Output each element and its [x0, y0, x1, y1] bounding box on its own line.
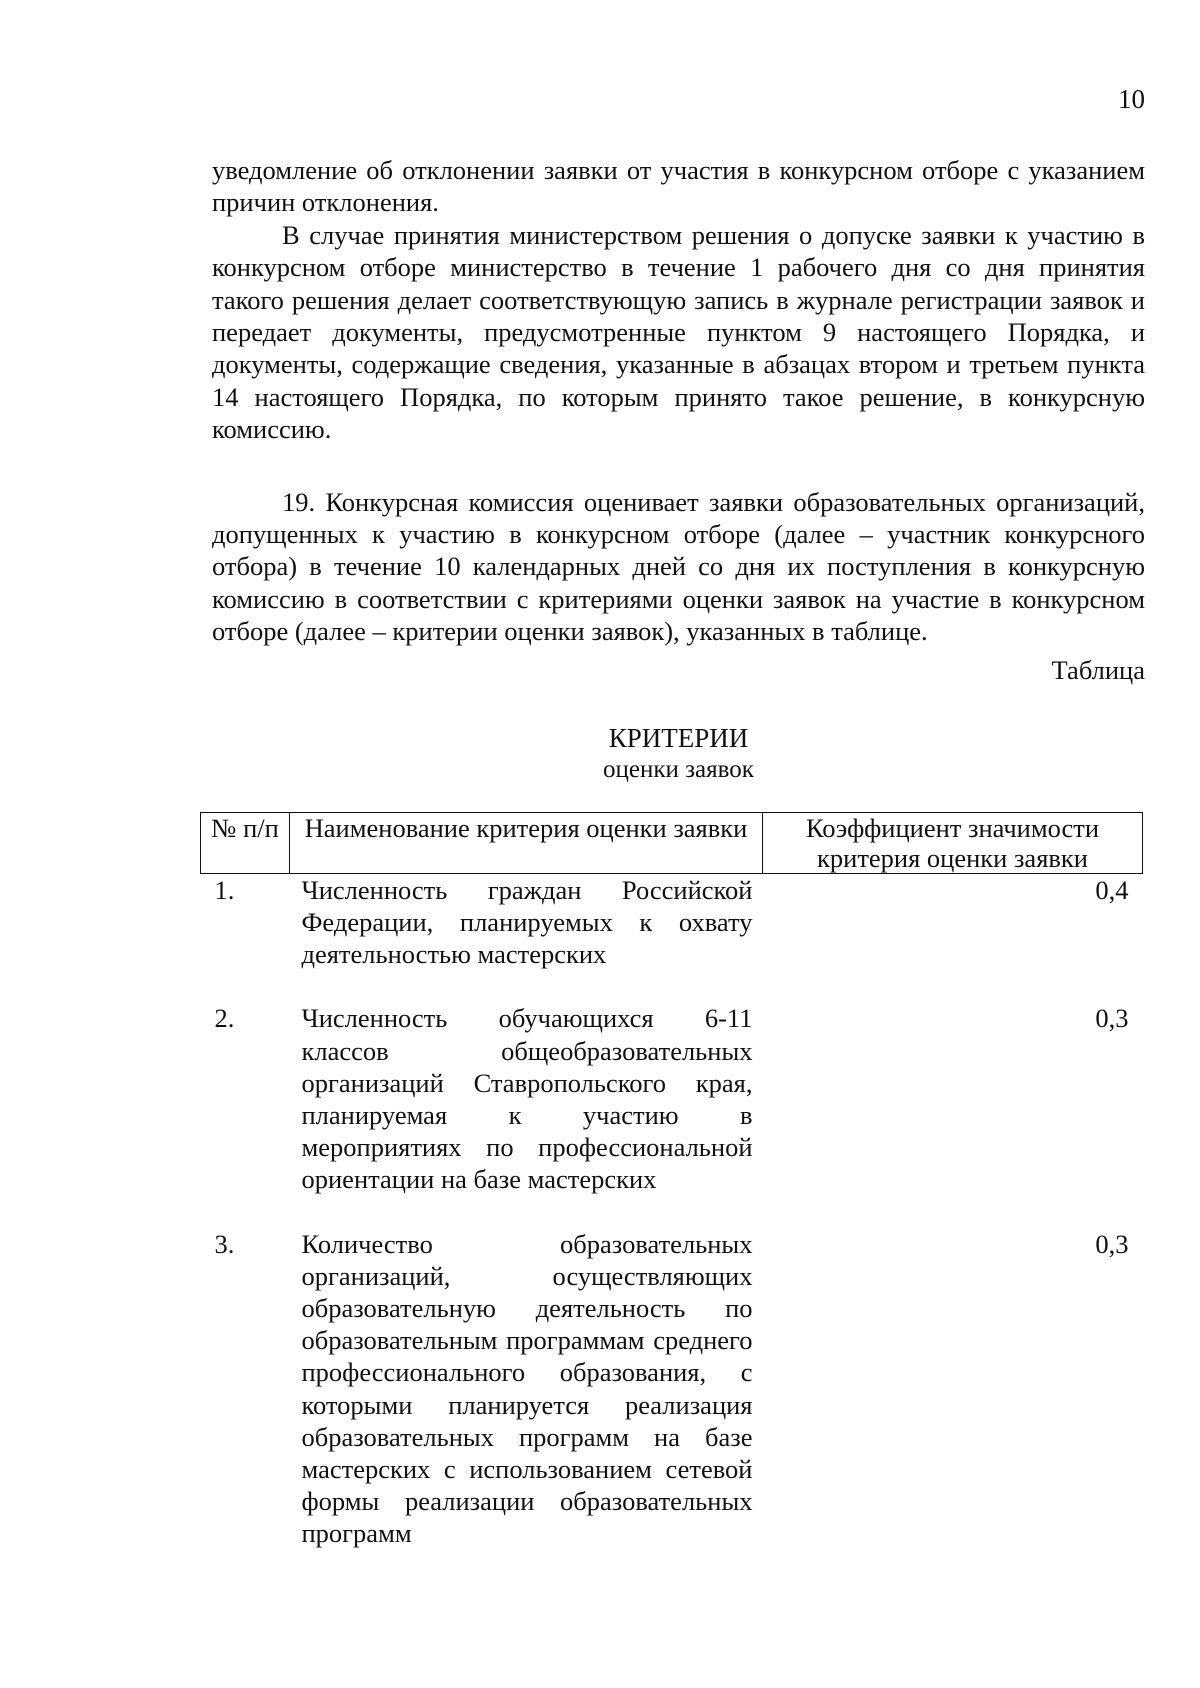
row-coefficient: 0,3 — [1095, 1228, 1129, 1259]
row-number: 2. — [214, 1003, 235, 1034]
row-number: 3. — [214, 1228, 235, 1259]
criteria-table — [200, 812, 1143, 1550]
header-criterion-name: Наименование критерия оценки заявки — [290, 812, 763, 873]
document-body — [212, 154, 1145, 1550]
paragraph-admission-decision: В случае принятия министерством решения о допуске заявки к участию в конкурсном отборе министерство в течение 1 рабочего дня со дня принятия такого решения делает соответствующую запись в журнале регистрации заявок и передает документы, предусмотренные пунктом 9 настоящего Порядка, и документы, содержащие сведения, указанные в абзацах втором и третьем пункта 14 настоящего Порядка, по которым принято такое решение, в конкурсную комиссию. — [212, 219, 1145, 445]
row-criterion-name: Численность обучающихся 6-11 классов общеобразовательных организаций Ставропольского края, планируемая к участию в мероприятиях по профессиональной ориентации на базе мастерских — [301, 1003, 753, 1195]
table-row — [201, 873, 1143, 1002]
paragraph-item-19: 19. Конкурсная комиссия оценивает заявки образовательных организаций, допущенных к участию в конкурсном отборе (далее – участник конкурсного отбора) в течение 10 календарных дней со дня их поступления в конкурсную комиссию в соответствии с критериями оценки заявок на участие в конкурсном отборе (далее – критерии оценки заявок), указанных в таблице. — [212, 486, 1145, 647]
header-coefficient: Коэффициент значимости критерия оценки заявки — [763, 812, 1143, 873]
header-number: № п/п — [201, 812, 290, 873]
table-title: КРИТЕРИИ — [608, 722, 749, 753]
row-number: 1. — [214, 874, 235, 905]
table-header-row — [201, 812, 1143, 873]
table-label: Таблица — [1051, 654, 1145, 685]
table-row — [201, 1228, 1143, 1550]
paragraph-rejection-notice: уведомление об отклонении заявки от участия в конкурсном отборе с указанием причин отклонения. — [212, 155, 1145, 218]
row-coefficient: 0,3 — [1095, 1003, 1129, 1034]
table-subtitle: оценки заявок — [603, 755, 754, 783]
row-criterion-name: Численность граждан Российской Федерации, планируемых к охвату деятельностью мастерских — [301, 874, 753, 970]
table-row — [201, 1002, 1143, 1227]
page-number: 10 — [1118, 84, 1145, 114]
row-criterion-name: Количество образовательных организаций, осуществляющих образовательную деятельность по образовательным программам среднего профессионального образования, с которыми планируется реализация образовательных программ на базе мастерских с использованием сетевой формы реализации образовательных программ — [301, 1228, 753, 1549]
row-coefficient: 0,4 — [1095, 874, 1129, 905]
